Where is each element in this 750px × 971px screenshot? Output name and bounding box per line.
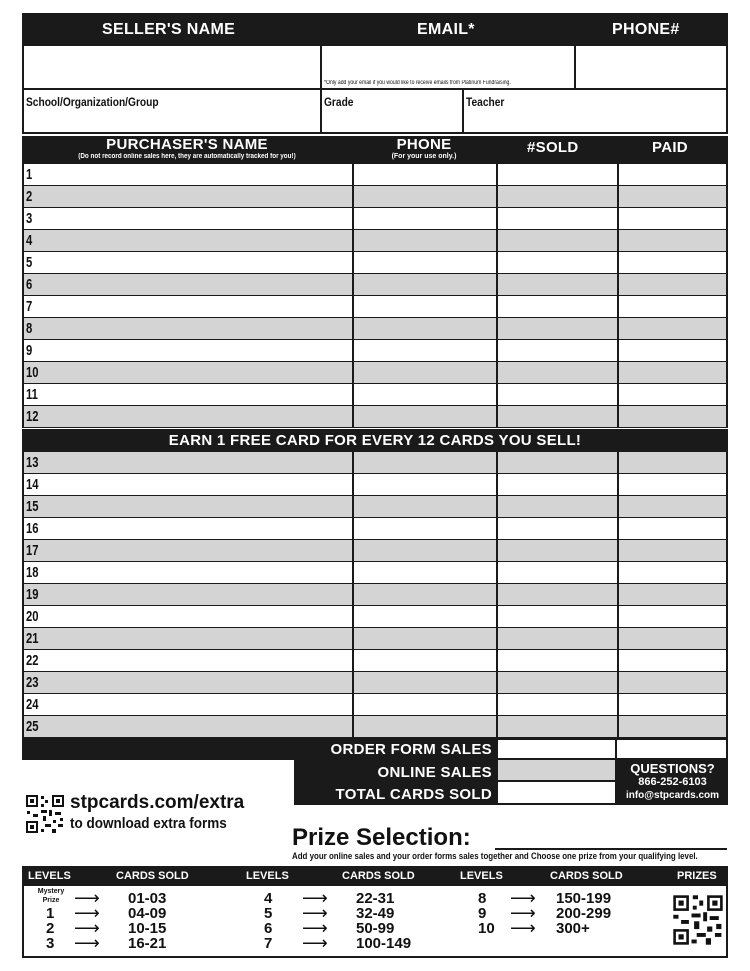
arrow-icon: ⟶ xyxy=(302,918,328,938)
purchaser-row xyxy=(22,252,728,274)
sold-cell[interactable] xyxy=(498,296,619,317)
sold-cell[interactable] xyxy=(498,628,619,649)
prize-level: 4 xyxy=(264,890,273,907)
arrow-icon: ⟶ xyxy=(510,903,536,923)
paid-cell[interactable] xyxy=(619,384,728,405)
levels-header-3: LEVELS xyxy=(460,870,503,882)
purchaser-phone-cell[interactable] xyxy=(354,252,498,273)
prize-level: 10 xyxy=(478,920,495,937)
purchaser-name-cell[interactable] xyxy=(22,606,354,627)
purchaser-phone-cell[interactable] xyxy=(354,296,498,317)
sold-cell[interactable] xyxy=(498,694,619,715)
row-number: 18 xyxy=(26,564,39,581)
row-number: 12 xyxy=(26,408,39,425)
purchaser-row xyxy=(22,274,728,296)
sold-cell[interactable] xyxy=(498,164,619,185)
purchaser-name-cell[interactable] xyxy=(22,362,354,383)
paid-cell[interactable] xyxy=(619,406,728,427)
purchaser-name-note: (Do not record online sales here, they are automatically tracked for you!) xyxy=(78,153,296,160)
purchaser-row xyxy=(22,296,728,318)
row-number: 11 xyxy=(26,386,38,403)
arrow-icon: ⟶ xyxy=(74,888,100,908)
prize-table-body xyxy=(22,886,728,958)
purchaser-phone-cell[interactable] xyxy=(354,562,498,583)
paid-cell[interactable] xyxy=(619,540,728,561)
sold-cell[interactable] xyxy=(498,474,619,495)
purchaser-name-cell[interactable] xyxy=(22,716,354,737)
paid-cell[interactable] xyxy=(619,164,728,185)
purchaser-phone-cell[interactable] xyxy=(354,584,498,605)
purchaser-phone-cell[interactable] xyxy=(354,650,498,671)
email-note: *Only add your email if you would like to receive emails from Platinum Fundraising. xyxy=(324,80,511,86)
row-number: 4 xyxy=(26,232,33,249)
prize-level: 2 xyxy=(46,920,55,937)
purchaser-name-cell[interactable] xyxy=(22,694,354,715)
purchaser-header-bar xyxy=(22,136,728,164)
prize-cards-sold: 22-31 xyxy=(356,890,395,907)
purchaser-name-cell[interactable] xyxy=(22,296,354,317)
prize-cards-sold: 100-149 xyxy=(356,935,412,952)
purchaser-phone-cell[interactable] xyxy=(354,518,498,539)
sold-cell[interactable] xyxy=(498,606,619,627)
sold-cell[interactable] xyxy=(498,230,619,251)
purchaser-name-cell[interactable] xyxy=(22,650,354,671)
arrow-icon: ⟶ xyxy=(74,933,100,953)
purchaser-row xyxy=(22,474,728,496)
sold-cell[interactable] xyxy=(498,318,619,339)
row-number: 23 xyxy=(26,674,39,691)
purchaser-row xyxy=(22,584,728,606)
sold-cell[interactable] xyxy=(498,650,619,671)
sold-cell[interactable] xyxy=(498,562,619,583)
purchaser-phone-header-cell xyxy=(352,136,496,164)
row-number: 16 xyxy=(26,520,39,537)
purchaser-phone-cell[interactable] xyxy=(354,540,498,561)
purchaser-row xyxy=(22,230,728,252)
row-number: 9 xyxy=(26,342,33,359)
total-cards-sold-label: TOTAL CARDS SOLD xyxy=(335,786,492,803)
prize-selection-note: Add your online sales and your order forms sales together and Choose one prize from your qualifying level. xyxy=(292,851,698,861)
paid-cell[interactable] xyxy=(619,296,728,317)
purchaser-row xyxy=(22,164,728,186)
purchaser-row xyxy=(22,496,728,518)
purchaser-phone-cell[interactable] xyxy=(354,606,498,627)
purchaser-phone-cell[interactable] xyxy=(354,318,498,339)
paid-cell[interactable] xyxy=(619,496,728,517)
sold-cell[interactable] xyxy=(498,252,619,273)
questions-phone: 866-252-6103 xyxy=(638,776,707,788)
purchaser-name-header-cell xyxy=(22,136,352,164)
arrow-icon: ⟶ xyxy=(302,933,328,953)
row-number: 8 xyxy=(26,320,33,337)
sold-cell[interactable] xyxy=(498,672,619,693)
purchaser-name-cell[interactable] xyxy=(22,584,354,605)
paid-cell[interactable] xyxy=(619,562,728,583)
prize-level: 5 xyxy=(264,905,273,922)
purchaser-name-cell[interactable] xyxy=(22,672,354,693)
prize-selection-line xyxy=(495,848,727,850)
prize-cards-sold: 32-49 xyxy=(356,905,395,922)
paid-header: PAID xyxy=(652,139,688,156)
online-sales-field[interactable] xyxy=(496,760,617,782)
purchaser-phone-cell[interactable] xyxy=(354,474,498,495)
row-number: 3 xyxy=(26,210,33,227)
school-field[interactable] xyxy=(24,90,322,132)
phone-header: PHONE# xyxy=(612,21,680,38)
sold-header: #SOLD xyxy=(527,139,579,156)
row-number: 14 xyxy=(26,476,39,493)
online-sales-label: ONLINE SALES xyxy=(377,764,492,781)
sold-cell[interactable] xyxy=(498,340,619,361)
sold-cell[interactable] xyxy=(498,540,619,561)
school-label: School/Organization/Group xyxy=(26,95,159,109)
row-number: 5 xyxy=(26,254,33,271)
purchaser-row xyxy=(22,406,728,428)
paid-cell[interactable] xyxy=(619,628,728,649)
purchaser-phone-cell[interactable] xyxy=(354,694,498,715)
prize-cards-sold: 200-299 xyxy=(556,905,612,922)
prize-cards-sold: 300+ xyxy=(556,920,590,937)
phone-field[interactable] xyxy=(576,46,726,90)
levels-header-2: LEVELS xyxy=(246,870,289,882)
row-number: 10 xyxy=(26,364,39,381)
purchaser-phone-cell[interactable] xyxy=(354,164,498,185)
paid-cell[interactable] xyxy=(619,584,728,605)
purchaser-row xyxy=(22,694,728,716)
purchaser-name-header: PURCHASER'S NAME xyxy=(106,136,268,153)
purchaser-phone-cell[interactable] xyxy=(354,716,498,737)
purchaser-name-cell[interactable] xyxy=(22,274,354,295)
seller-name-field[interactable] xyxy=(24,46,322,90)
arrow-icon: ⟶ xyxy=(302,903,328,923)
purchaser-name-cell[interactable] xyxy=(22,318,354,339)
purchaser-phone-cell[interactable] xyxy=(354,230,498,251)
purchaser-row xyxy=(22,540,728,562)
row-number: 20 xyxy=(26,608,39,625)
sold-cell[interactable] xyxy=(498,384,619,405)
prize-cards-sold: 04-09 xyxy=(128,905,167,922)
paid-cell[interactable] xyxy=(619,186,728,207)
purchaser-phone-cell[interactable] xyxy=(354,208,498,229)
row-number: 2 xyxy=(26,188,33,205)
prize-cards-sold: 10-15 xyxy=(128,920,167,937)
purchaser-row xyxy=(22,650,728,672)
qr-code-icon[interactable] xyxy=(25,794,65,834)
cards-sold-header-1: CARDS SOLD xyxy=(116,870,189,882)
sold-cell[interactable] xyxy=(498,716,619,737)
row-number: 24 xyxy=(26,696,39,713)
arrow-icon: ⟶ xyxy=(510,918,536,938)
order-form-sales-label: ORDER FORM SALES xyxy=(330,741,492,758)
purchaser-name-cell[interactable] xyxy=(22,540,354,561)
prize-level: 9 xyxy=(478,905,487,922)
row-number: 25 xyxy=(26,718,39,735)
totals-black-strip xyxy=(22,738,294,760)
row-number: 13 xyxy=(26,454,39,471)
seller-info-box xyxy=(22,46,728,134)
purchaser-row xyxy=(22,186,728,208)
row-number: 7 xyxy=(26,298,33,315)
sold-cell[interactable] xyxy=(498,518,619,539)
purchaser-phone-cell[interactable] xyxy=(354,186,498,207)
prize-level: 3 xyxy=(46,935,55,952)
purchaser-phone-header: PHONE xyxy=(396,136,452,153)
row-number: 17 xyxy=(26,542,39,559)
purchaser-row xyxy=(22,452,728,474)
paid-cell[interactable] xyxy=(619,518,728,539)
paid-cell[interactable] xyxy=(619,672,728,693)
free-card-banner-text: EARN 1 FREE CARD FOR EVERY 12 CARDS YOU SELL! xyxy=(168,432,582,449)
paid-cell[interactable] xyxy=(619,694,728,715)
purchaser-phone-cell[interactable] xyxy=(354,452,498,473)
purchaser-name-cell[interactable] xyxy=(22,628,354,649)
prize-level: 7 xyxy=(264,935,273,952)
purchaser-name-cell[interactable] xyxy=(22,208,354,229)
arrow-icon: ⟶ xyxy=(74,918,100,938)
questions-box xyxy=(617,760,728,805)
purchaser-phone-cell[interactable] xyxy=(354,406,498,427)
purchaser-name-cell[interactable] xyxy=(22,340,354,361)
purchaser-row xyxy=(22,672,728,694)
paid-cell[interactable] xyxy=(619,274,728,295)
seller-name-header: SELLER'S NAME xyxy=(102,21,236,38)
paid-cell[interactable] xyxy=(619,208,728,229)
paid-cell[interactable] xyxy=(619,606,728,627)
questions-title: QUESTIONS? xyxy=(630,761,715,776)
sold-cell[interactable] xyxy=(498,584,619,605)
prize-level: 6 xyxy=(264,920,273,937)
purchaser-row xyxy=(22,606,728,628)
extra-text: to download extra forms xyxy=(70,815,227,832)
purchaser-phone-cell[interactable] xyxy=(354,384,498,405)
purchaser-phone-cell[interactable] xyxy=(354,628,498,649)
sold-cell[interactable] xyxy=(498,452,619,473)
questions-email: info@stpcards.com xyxy=(625,790,720,801)
purchaser-name-cell[interactable] xyxy=(22,496,354,517)
seller-header-bar xyxy=(22,13,728,46)
purchaser-name-cell[interactable] xyxy=(22,230,354,251)
purchaser-row xyxy=(22,716,728,738)
prize-table-header xyxy=(22,866,728,886)
email-header: EMAIL* xyxy=(417,21,475,38)
purchaser-row xyxy=(22,362,728,384)
free-card-banner xyxy=(22,429,728,452)
cards-sold-header-2: CARDS SOLD xyxy=(342,870,415,882)
teacher-label: Teacher xyxy=(466,95,505,109)
prize-cards-sold: 16-21 xyxy=(128,935,167,952)
sold-cell[interactable] xyxy=(498,274,619,295)
purchaser-phone-cell[interactable] xyxy=(354,340,498,361)
paid-cell[interactable] xyxy=(619,452,728,473)
purchaser-name-cell[interactable] xyxy=(22,164,354,185)
purchaser-phone-cell[interactable] xyxy=(354,362,498,383)
row-number: 19 xyxy=(26,586,39,603)
grade-label: Grade xyxy=(324,95,354,109)
arrow-icon: ⟶ xyxy=(74,903,100,923)
purchaser-phone-cell[interactable] xyxy=(354,672,498,693)
purchaser-phone-cell[interactable] xyxy=(354,496,498,517)
total-cards-sold-field[interactable] xyxy=(496,782,617,805)
order-form-sales-field[interactable] xyxy=(496,738,617,760)
mystery-prize-label: Mystery Prize xyxy=(37,888,65,904)
purchaser-name-cell[interactable] xyxy=(22,186,354,207)
purchaser-row xyxy=(22,562,728,584)
sold-cell[interactable] xyxy=(498,496,619,517)
purchaser-name-cell[interactable] xyxy=(22,252,354,273)
purchaser-name-cell[interactable] xyxy=(22,518,354,539)
purchaser-phone-cell[interactable] xyxy=(354,274,498,295)
paid-cell[interactable] xyxy=(619,340,728,361)
arrow-icon: ⟶ xyxy=(510,888,536,908)
prize-level: 8 xyxy=(478,890,487,907)
purchaser-row xyxy=(22,628,728,650)
sold-cell[interactable] xyxy=(498,362,619,383)
paid-total-field[interactable] xyxy=(617,738,728,760)
prize-level: 1 xyxy=(46,905,55,922)
paid-cell[interactable] xyxy=(619,474,728,495)
purchaser-phone-note: (For your use only.) xyxy=(391,153,457,160)
purchaser-row xyxy=(22,518,728,540)
teacher-field[interactable] xyxy=(464,90,726,132)
levels-header-1: LEVELS xyxy=(28,870,71,882)
purchaser-name-cell[interactable] xyxy=(22,406,354,427)
purchaser-row xyxy=(22,208,728,230)
cards-sold-header-3: CARDS SOLD xyxy=(550,870,623,882)
paid-cell[interactable] xyxy=(619,252,728,273)
paid-cell[interactable] xyxy=(619,650,728,671)
purchaser-name-cell[interactable] xyxy=(22,384,354,405)
row-number: 22 xyxy=(26,652,39,669)
mystery-cards-sold: 01-03 xyxy=(128,890,167,907)
paid-cell[interactable] xyxy=(619,230,728,251)
purchaser-name-cell[interactable] xyxy=(22,452,354,473)
purchaser-name-cell[interactable] xyxy=(22,474,354,495)
prize-selection-title: Prize Selection: xyxy=(292,824,471,851)
row-number: 6 xyxy=(26,276,33,293)
sold-cell[interactable] xyxy=(498,186,619,207)
prize-cards-sold: 50-99 xyxy=(356,920,395,937)
row-number: 15 xyxy=(26,498,39,515)
sold-cell[interactable] xyxy=(498,406,619,427)
prize-cards-sold: 150-199 xyxy=(556,890,612,907)
purchaser-name-cell[interactable] xyxy=(22,562,354,583)
purchaser-row xyxy=(22,318,728,340)
totals-label-block xyxy=(294,738,496,805)
sold-cell[interactable] xyxy=(498,208,619,229)
paid-cell[interactable] xyxy=(619,318,728,339)
purchaser-row xyxy=(22,340,728,362)
paid-cell[interactable] xyxy=(619,362,728,383)
extra-url[interactable]: stpcards.com/extra xyxy=(70,792,245,813)
email-field[interactable] xyxy=(322,46,576,90)
grade-field[interactable] xyxy=(322,90,464,132)
prize-qr-code-icon[interactable] xyxy=(672,894,724,946)
paid-cell[interactable] xyxy=(619,716,728,737)
prizes-header: PRIZES xyxy=(677,870,717,882)
row-number: 21 xyxy=(26,630,39,647)
arrow-icon: ⟶ xyxy=(302,888,328,908)
purchaser-row xyxy=(22,384,728,406)
row-number: 1 xyxy=(26,166,33,183)
